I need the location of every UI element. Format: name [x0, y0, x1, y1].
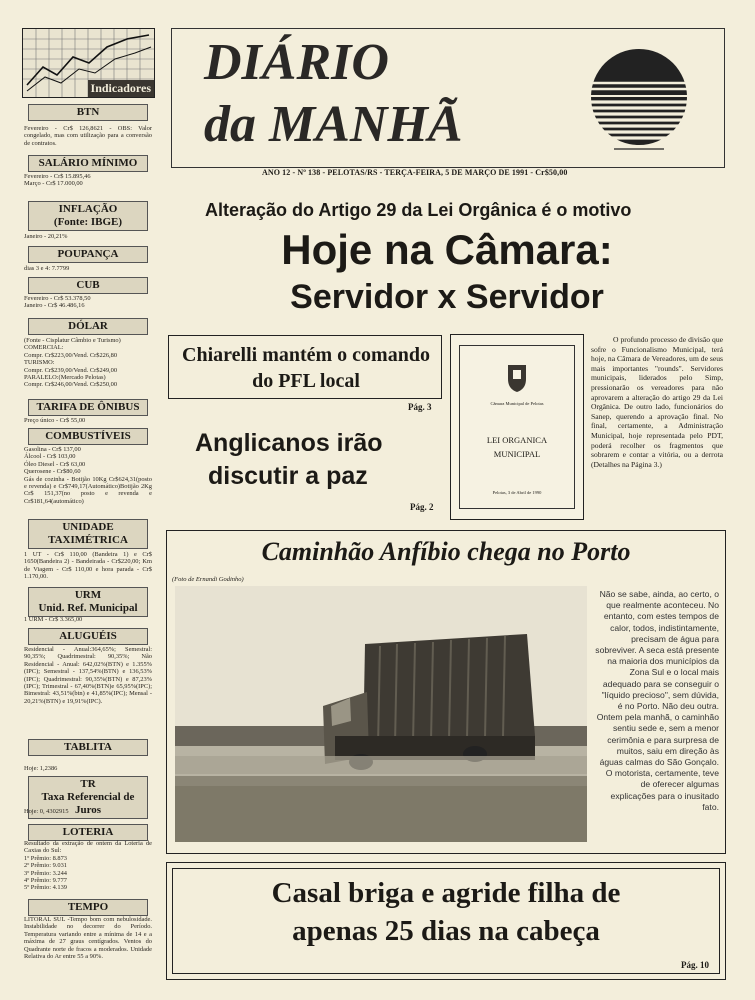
section-text-combustiveis: Gasolina - Cr$ 137,00 Álcool - Cr$ 103,00 Óleo Diesel - Cr$ 63,00 Querosene - Cr$80,60 Gás de cozinha - Botijão 10Kg Cr$624,31(posto e revenda) e Cr$749,17(Automático)Botijão 2Kg Cr$ 151,37(no posto e revenda e Cr$181,64(automático) — [24, 446, 152, 505]
dateline: ANO 12 - Nº 138 - PELOTAS/RS - TERÇA-FEIRA, 5 DE MARÇO DE 1991 - Cr$50,00 — [262, 168, 568, 177]
indicators-chart-box — [22, 28, 155, 98]
section-text-tablita: Hoje: 1,2386 — [24, 765, 58, 772]
section-text-loteria: Resultado da extração de ontem da Loteria de Caxias do Sul: 1º Prêmio: 8.873 2º Prêmio: 9.031 3º Prêmio: 3.244 4º Prêmio: 9.777 5º Prêmio: 4.139 — [24, 840, 152, 892]
section-title-alugueis: ALUGUÉIS — [28, 628, 148, 645]
section-text-onibus: Preço único - Cr$ 55,00 — [24, 417, 86, 424]
chiarelli-box[interactable] — [168, 335, 442, 399]
section-text-urm: 1 URM - Cr$ 3.365,00 — [24, 616, 83, 623]
section-title-tablita: TABLITA — [28, 739, 148, 756]
truck-photo — [175, 586, 587, 842]
masthead-title-line2: da MANHÃ — [204, 96, 463, 153]
section-title-tempo: TEMPO — [28, 899, 148, 916]
caminhao-box — [166, 530, 726, 854]
section-text-cub: Fevereiro - Cr$ 53.378,50 Janeiro - Cr$ 46.486,16 — [24, 295, 91, 310]
casal-outer-box — [166, 862, 726, 980]
section-text-tempo: LITORAL SUL -Tempo bom com nebulosidade. Instabilidade no decorrer do Período. Temperatura variando entre a mínima de 14 e a máxima de 27 graus centígrados. Ventos do Quadrante norte de fracos a moderados. Unidade Relativa do Ar entre 55 a 90%. — [24, 916, 152, 961]
cover-date: Pelotas, 3 de Abril de 1990 — [492, 490, 542, 495]
casal-headline-line1[interactable]: Casal briga e agride filha de — [271, 877, 621, 909]
section-title-poupanca: POUPANÇA — [28, 246, 148, 263]
section-text-poupanca: dias 3 e 4: 7.7799 — [24, 265, 70, 272]
section-title-loteria: LOTERIA — [28, 824, 148, 841]
casal-page-ref: Pág. 10 — [681, 960, 709, 970]
section-title-inflacao: INFLAÇÃO (Fonte: IBGE) — [28, 201, 148, 231]
section-title-dolar: DÓLAR — [28, 318, 148, 335]
masthead — [171, 28, 725, 168]
cover-title-line1: LEI ORGANICA — [486, 435, 548, 445]
lead-kicker: Alteração do Artigo 29 da Lei Orgânica é o motivo — [205, 200, 632, 220]
casal-headline-line2[interactable]: apenas 25 dias na cabeça — [292, 915, 600, 947]
chiarelli-page-ref: Pág. 3 — [408, 402, 432, 412]
chiarelli-headline: Chiarelli mantém o comando do PFL local — [182, 344, 430, 392]
masthead-title-line1: DIÁRIO — [204, 34, 389, 91]
section-title-btn: BTN — [28, 104, 148, 121]
section-title-cub: CUB — [28, 277, 148, 294]
section-text-taximetrica: 1 UT - Cr$ 110,00 (Bandeira 1) e Cr$ 1650(Bandeira 2) - Bandeirada - Cr$220,00; Km de Viagem - Cr$ 110,00 e hora parada - Cr$ 1.170,00. — [24, 551, 152, 581]
section-title-taximetrica: UNIDADE TAXIMÉTRICA — [28, 519, 148, 549]
section-text-inflacao: Janeiro - 20,21% — [24, 233, 68, 240]
section-title-urm: URM Unid. Ref. Municipal — [28, 587, 148, 617]
section-title-salario: SALÁRIO MÍNIMO — [28, 155, 148, 172]
lei-organica-cover — [450, 334, 584, 520]
section-text-dolar: (Fonte - Cisplatur Câmbio e Turismo) COMERCIAL: Compr. Cr$223,00/Vend. Cr$226,80 TURISMO: Compr. Cr$239,00/Vend. Cr$249,00 PARALELO:(Mercado Pelotas) Compr. Cr$246,00/Vend. Cr$250,00 — [24, 337, 121, 389]
section-text-alugueis: Residencial - Anual:364,65%; Semestral: 90,35%; Quadrimestral: 90,35%; Não Residencial - Anual: 642,02%(BTN) e 1.355%(IPC); Semestral - 137,54%(BTN) e 136,53%(IPC); Quadrimestral: 90,35%(BTN) e 87,23%(IPC); Trimestral - 67,40%(BTN)e 65,95%(IPC); Bimestral: 43,51%(btn) e 41,85%(IPC); Mensal - 20,21%(BTN) e 19,91%(IPC). — [24, 646, 152, 705]
cover-title-line2: MUNICIPAL — [493, 449, 541, 459]
caminhao-body: Não se sabe, ainda, ao certo, o que realmente aconteceu. No entanto, com estes tempos de calor, todos, indistintamente, precisam de água para sobreviver. A seca está presente na maioria dos municípios da Zona Sul e o local mais adequado para se conseguir o "líquido precioso", sem dúvida, é no Porto. Não deu outra. Ontem pela manhã, o caminhão sentiu sede e, sem a menor cerimônia e para surpresa de muitos, saiu em direção às águas calmas do São Gonçalo. O motorista, certamente, teve de oferecer algumas explicações para o inusitado fato. — [595, 589, 719, 812]
indicators-sidebar — [22, 28, 155, 983]
section-title-combustiveis: COMBUSTÍVEIS — [28, 428, 148, 445]
indicators-label: Indicadores — [88, 80, 154, 97]
section-title-tr: TR Taxa Referencial de Juros — [28, 776, 148, 819]
caminhao-headline[interactable]: Caminhão Anfíbio chega no Porto — [261, 537, 631, 566]
section-title-onibus: TARIFA DE ÔNIBUS — [28, 399, 148, 416]
anglicanos-page-ref: Pág. 2 — [410, 502, 434, 512]
lead-headline-line1: Hoje na Câmara: — [281, 226, 613, 273]
coat-of-arms-icon — [505, 363, 529, 393]
section-text-btn: Fevereiro - Cr$ 126,8621 - OBS: Valor congelado, mas com utilização para a conversão de contratos. — [24, 125, 152, 147]
lead-body: O profundo processo de divisão que sofre o Funcionalismo Municipal, terá hoje, na Câmara de Vereadores, um de seus mais importantes "rounds". Servidores municipais, liderados pelo Simp, pressionarão os vereadores para não aprovarem a alteração do artigo 29 da Lei Orgânica. De outro lado, funcionários do Sanep, querendo a aprovação final. No final, certamente, a Administração Municipal, hoje representada pelo PDT, poderá recolher os fragmentos que sobrarem e contar a vitória, ou a derrota (Detalhes na Página 3.) — [591, 335, 723, 469]
anglicanos-headline-line2[interactable]: discutir a paz — [208, 462, 368, 490]
cover-small-text: Câmara Municipal de Pelotas — [490, 401, 544, 406]
section-text-tr: Hoje: 0, 4302915 — [24, 808, 69, 815]
lead-headline-line2: Servidor x Servidor — [290, 278, 604, 316]
photo-credit: (Foto de Ernandi Godinho) — [172, 576, 244, 583]
sun-logo-icon — [586, 43, 692, 153]
anglicanos-headline-line1[interactable]: Anglicanos irão — [195, 429, 383, 457]
section-text-salario: Fevereiro - Cr$ 15.895,46 Março - Cr$ 17.000,00 — [24, 173, 91, 188]
